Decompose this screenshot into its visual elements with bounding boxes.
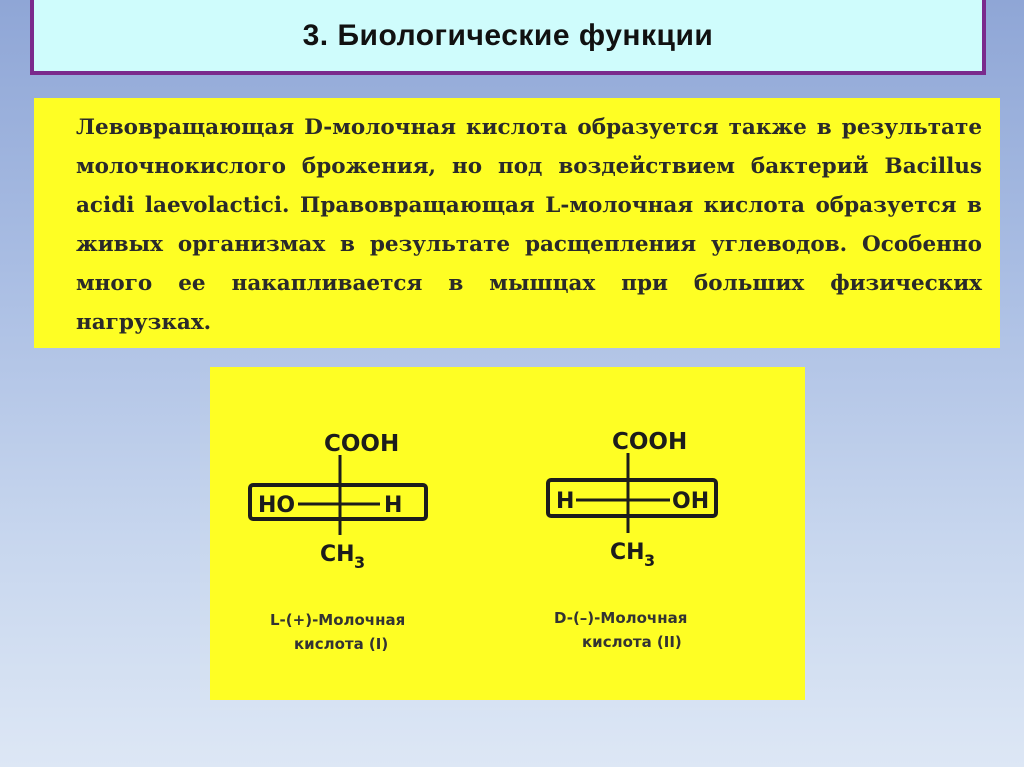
formula-d-lactic-acid (548, 429, 716, 651)
formula-right-caption-line2: кислота (II) (582, 633, 682, 651)
slide-title: 3. Биологические функции (302, 18, 714, 52)
formula-image (210, 367, 805, 700)
formula-right-bottom-subscript: 3 (644, 551, 656, 570)
text-excerpt-box (34, 98, 1000, 348)
formula-left-bottom-group: CH (320, 542, 355, 567)
formula-right-caption-line1: D-(–)-Молочная (554, 609, 688, 627)
formula-left-caption-line1: L-(+)-Молочная (270, 611, 406, 629)
slide-title-box (30, 0, 986, 75)
formula-left-bottom-subscript: 3 (354, 553, 366, 572)
formula-right-left-group: H (556, 489, 575, 514)
formula-l-lactic-acid (250, 431, 426, 653)
formula-right-bottom-group: CH (610, 540, 645, 565)
fischer-projections (210, 367, 805, 700)
formula-right-right-group: OH (672, 489, 710, 514)
formula-left-left-group: HO (258, 493, 296, 518)
formula-left-right-group: H (384, 493, 403, 518)
formula-right-top-group: COOH (612, 429, 688, 455)
excerpt-paragraph: Левовращающая D-молочная кислота образуется также в результате молочнокислого брожения, но под воздействием бактерий Bacillus acidi laevolactici. Правовращающая L-молочная кислота образуется в живых организмах в результате расщепления углеводов. Особенно много ее накапливается в мышцах при больших физических нагрузках. (76, 115, 982, 335)
formula-left-caption-line2: кислота (I) (294, 635, 389, 653)
formula-left-top-group: COOH (324, 431, 400, 457)
